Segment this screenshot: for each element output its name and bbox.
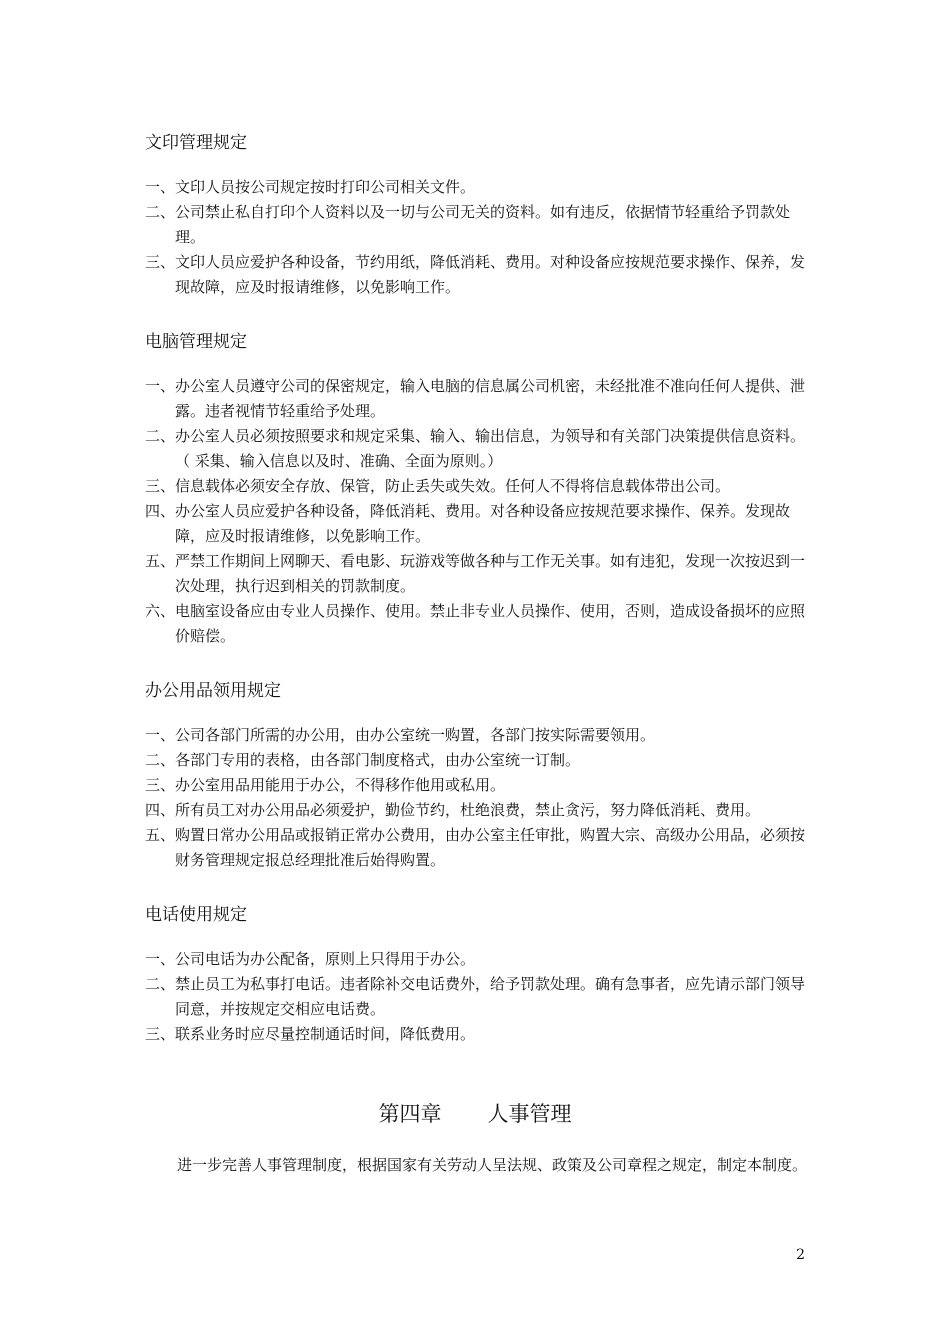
item-text: 严禁工作期间上网聊天、看电影、玩游戏等做各种与工作无关事。如有违犯，发现一次按迟到一次处理，执行迟到相关的罚款制度。 xyxy=(175,552,806,595)
section-bangong xyxy=(145,679,810,873)
item-number: 四、 xyxy=(145,502,176,520)
item-number: 一、 xyxy=(145,178,176,196)
item-text: 各部门专用的表格，由各部门制度格式，由办公室统一订制。 xyxy=(175,751,581,769)
item-number: 一、 xyxy=(145,950,176,968)
item-text: 所有员工对办公用品必须爱护，勤俭节约，杜绝浪费，禁止贪污，努力降低消耗、费用。 xyxy=(175,801,761,819)
list-item xyxy=(145,972,810,1022)
item-text: 公司各部门所需的办公用，由办公室统一购置，各部门按实际需要领用。 xyxy=(175,726,656,744)
list-item xyxy=(145,748,810,773)
item-number: 三、 xyxy=(145,477,176,495)
item-number: 五、 xyxy=(145,552,176,570)
item-number: 二、 xyxy=(145,751,176,769)
list-item xyxy=(145,549,810,599)
section-title: 文印管理规定 xyxy=(145,133,247,153)
list-item xyxy=(145,947,810,972)
item-text: 办公室人员必须按照要求和规定采集、输入、输出信息，为领导和有关部门决策提供信息资料。（ 采集、输入信息以及时、准确、全面为原则。） xyxy=(175,427,806,470)
item-text: 电脑室设备应由专业人员操作、使用。禁止非专业人员操作、使用，否则，造成设备损坏的应照价赔偿。 xyxy=(175,602,806,645)
list-item xyxy=(145,1022,810,1047)
list-item xyxy=(145,424,810,474)
list-item xyxy=(145,374,810,424)
item-text: 联系业务时应尽量控制通话时间，降低费用。 xyxy=(175,1025,476,1043)
item-text: 禁止员工为私事打电话。违者除补交电话费外，给予罚款处理。确有急事者，应先请示部门领导同意，并按规定交相应电话费。 xyxy=(175,975,806,1018)
section-title: 电脑管理规定 xyxy=(145,332,247,352)
page-number: 2 xyxy=(796,1247,805,1263)
list-item xyxy=(145,798,810,823)
list-item xyxy=(145,823,810,873)
chapter-number: 第四章 xyxy=(378,1102,442,1126)
intro-paragraph: 进一步完善人事管理制度，根据国家有关劳动人呈法规、政策及公司章程之规定，制定本制度。 xyxy=(177,1156,808,1174)
item-text: 文印人员应爱护各种设备，节约用纸，降低消耗、费用。对种设备应按规范要求操作、保养，发现故障，应及时报请维修，以免影响工作。 xyxy=(175,253,806,296)
list-item xyxy=(145,474,810,499)
list-item xyxy=(145,599,810,649)
item-text: 办公室人员应爱护各种设备，降低消耗、费用。对各种设备应按规范要求操作、保养。发现故障，应及时报请维修，以免影响工作。 xyxy=(175,502,791,545)
item-text: 办公室人员遵守公司的保密规定，输入电脑的信息属公司机密，未经批准不准向任何人提供、泄露。违者视情节轻重给予处理。 xyxy=(175,377,806,420)
item-number: 二、 xyxy=(145,975,176,993)
section-diannao xyxy=(145,330,810,649)
chapter-title: 人事管理 xyxy=(487,1102,572,1126)
item-number: 二、 xyxy=(145,203,176,221)
item-number: 一、 xyxy=(145,377,176,395)
item-text: 购置日常办公用品或报销正常办公费用，由办公室主任审批，购置大宗、高级办公用品，必须按财务管理规定报总经理批准后始得购置。 xyxy=(175,826,806,869)
list-item xyxy=(145,250,810,300)
list-item xyxy=(145,723,810,748)
list-item xyxy=(145,200,810,250)
item-number: 三、 xyxy=(145,776,176,794)
section-dianhua xyxy=(145,903,810,1047)
list-item xyxy=(145,773,810,798)
item-number: 五、 xyxy=(145,826,176,844)
item-number: 三、 xyxy=(145,253,176,271)
section-wenyin xyxy=(145,131,810,300)
item-text: 公司电话为办公配备，原则上只得用于办公。 xyxy=(175,950,476,968)
item-number: 六、 xyxy=(145,602,176,620)
item-number: 三、 xyxy=(145,1025,176,1043)
item-text: 办公室用品用能用于办公，不得移作他用或私用。 xyxy=(175,776,506,794)
item-number: 四、 xyxy=(145,801,176,819)
item-text: 信息载体必须安全存放、保管，防止丢失或失效。任何人不得将信息载体带出公司。 xyxy=(175,477,731,495)
chapter-heading xyxy=(0,1099,950,1129)
item-text: 文印人员按公司规定按时打印公司相关文件。 xyxy=(175,178,476,196)
list-item xyxy=(145,175,810,200)
section-title: 办公用品领用规定 xyxy=(145,681,281,701)
item-number: 二、 xyxy=(145,427,176,445)
list-item xyxy=(145,499,810,549)
item-number: 一、 xyxy=(145,726,176,744)
section-title: 电话使用规定 xyxy=(145,905,247,925)
item-text: 公司禁止私自打印个人资料以及一切与公司无关的资料。如有违反，依据情节轻重给予罚款处理。 xyxy=(175,203,791,246)
